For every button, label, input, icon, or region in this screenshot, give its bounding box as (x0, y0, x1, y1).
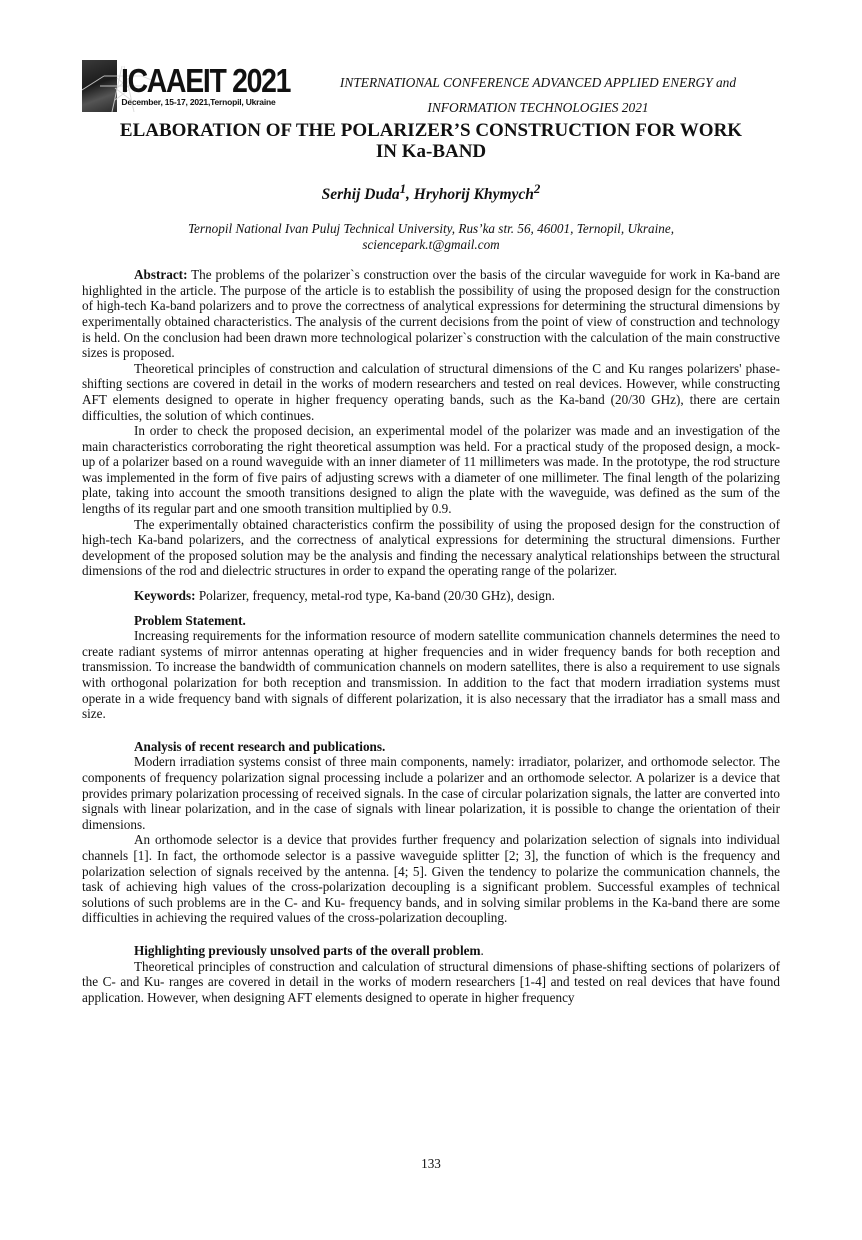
keywords-text: Polarizer, frequency, metal-rod type, Ka-band (20/30 GHz), design. (195, 588, 555, 604)
abstract-paragraph-3: In order to check the proposed decision, an experimental model of the polarizer was made and an investigation of the main characteristics corroborating the right theoretical assumption was held. For a practical study of the proposed design, a mock-up of a polarizer based on a round waveguide with an inner diameter of 11 millimeters was made. In the prototype, the rod structure was implemented in the form of five pairs of adjusting screws with a diameter of one millimeter. The final length of the polarizing plate, taking into account the smooth transitions designed to align the plate with the waveguide, was defined as the sum of the lengths of its regular part and one smooth transition multiplied by 0.9. (82, 423, 780, 517)
logo-title: ICAAEIT 2021 (121, 62, 291, 99)
abstract-paragraph-4: The experimentally obtained characteristics confirm the possibility of using the proposed design for the construction of high-tech Ka-band polarizers, and the correctness of analytical expressions for determining the structural dimensions. Further development of the proposed solution may be the analysis and finding the necessary analytical relationships between the structural dimensions of the rod and dielectric structures in order to expand the operating range of the polarizer. (82, 516, 780, 579)
highlighting-heading-period: . (480, 942, 484, 958)
highlighting-paragraph-1: Theoretical principles of construction and calculation of structural dimensions of phase-shifting sections of polarizers of the C- and Ku- ranges are covered in detail in the works of modern researchers [1-4] and tested on real devices that have found application. However, when designing AFT elements designed to operate in higher frequency (82, 958, 780, 1005)
logo-subtitle: December, 15-17, 2021,Ternopil, Ukraine (121, 97, 276, 107)
problem-paragraph-1: Increasing requirements for the information resource of modern satellite communication channels determines the need to create radiant systems of mirror antennas operating at higher frequencies and in wider frequency bands for both reception and transmission. To increase the bandwidth of communication channels on modern satellites, there is also a requirement to use signals with orthogonal polarization for both reception and transmission. In addition to the fact that modern irradiation systems must operate in a wide frequency band with signals of different polarization, it is also necessary that the irradiator has a small mass and size. (82, 628, 780, 722)
keywords (82, 588, 780, 604)
conference-name (322, 70, 754, 120)
conference-line-2: INFORMATION TECHNOLOGIES 2021 (427, 100, 649, 115)
page-number: 133 (421, 1156, 441, 1171)
author-separator: , (406, 186, 414, 204)
paper-title: ELABORATION OF THE POLARIZER’S CONSTRUCTION FOR WORK IN Ka-BAND (119, 120, 743, 162)
affiliation-email: sciencepark.t@gmail.com (362, 237, 500, 253)
paper-page (82, 58, 780, 1005)
conference-line-1: INTERNATIONAL CONFERENCE ADVANCED APPLIED ENERGY and (339, 75, 737, 90)
abstract-paragraph-2: Theoretical principles of construction and calculation of structural dimensions of the C and Ku ranges polarizers' phase-shifting sections are covered in detail in the works of modern researchers and tested on real devices. However, while constructing AFT elements designed to operate in higher frequency operating bands, such as the Ka-band (20/30 GHz), there are certain difficulties, the solution of which continues. (82, 360, 780, 423)
section-heading-analysis: Analysis of recent research and publications. (134, 738, 386, 754)
author-2-affil-mark: 2 (533, 181, 541, 196)
author-list (82, 179, 780, 205)
abstract-paragraph-1 (82, 267, 780, 361)
affiliation-address: Ternopil National Ivan Puluj Technical University, Rus’ka str. 56, 46001, Ternopil, Ukraine, (187, 221, 675, 237)
analysis-paragraph-2: An orthomode selector is a device that provides further frequency and polarization selection of signals into individual channels [1]. In fact, the orthomode selector is a passive waveguide splitter [2; 3], the function of which is the frequency and polarization selection of signals received by the antenna. [4; 5]. Given the tendency to polarize the communication channels, the task of achieving high values of the cross-polarization decoupling is a significant problem. Successful examples of technical solutions of such problems are in the C- and Ku- frequency bands, and in solving similar problems in the Ka-band there are some difficulties in achieving the required values of the cross-polarization decoupling. (82, 832, 780, 926)
section-heading-highlighting (82, 943, 780, 959)
abstract-label: Abstract: (134, 267, 188, 283)
analysis-paragraph-1: Modern irradiation systems consist of three main components, namely: irradiator, polarizer, and orthomode selector. The components of frequency polarization signal processing include a polarizer and an orthomode selector. A polarizer is a device that provides primary polarization processing of received signals. In the case of circular polarization signals, the latter are converted into signals with linear polarization, and in the case of signals with linear polarization, it is possible to change the orientation of their dimensions. (82, 754, 780, 832)
author-1: Serhij Duda (321, 186, 400, 204)
conference-logo (82, 60, 318, 112)
affiliation (82, 221, 780, 253)
conference-header (82, 58, 780, 116)
power-tower-image (82, 60, 117, 112)
author-1-affil-mark: 1 (399, 181, 407, 196)
keywords-label: Keywords: (134, 588, 196, 604)
author-2: Hryhorij Khymych (413, 186, 534, 204)
section-heading-problem: Problem Statement. (134, 612, 246, 628)
abstract-text-1: The problems of the polarizer`s construction over the basis of the circular waveguide for work in Ka-band are highlighted in the article. The purpose of the article is to establish the possibility of using the proposed design for the construction of high-tech Ka-band polarizers and to prove the correctness of analytical expressions for determining the structural dimensions by experimentally obtained characteristics. The analysis of the current decisions from the point of view of construction and technology is held. On the conclusion had been drawn more technological polarizer`s construction with the calculation of the main constructive sizes is proposed. (82, 267, 780, 361)
highlighting-heading-text: Highlighting previously unsolved parts of the overall problem (134, 942, 481, 958)
